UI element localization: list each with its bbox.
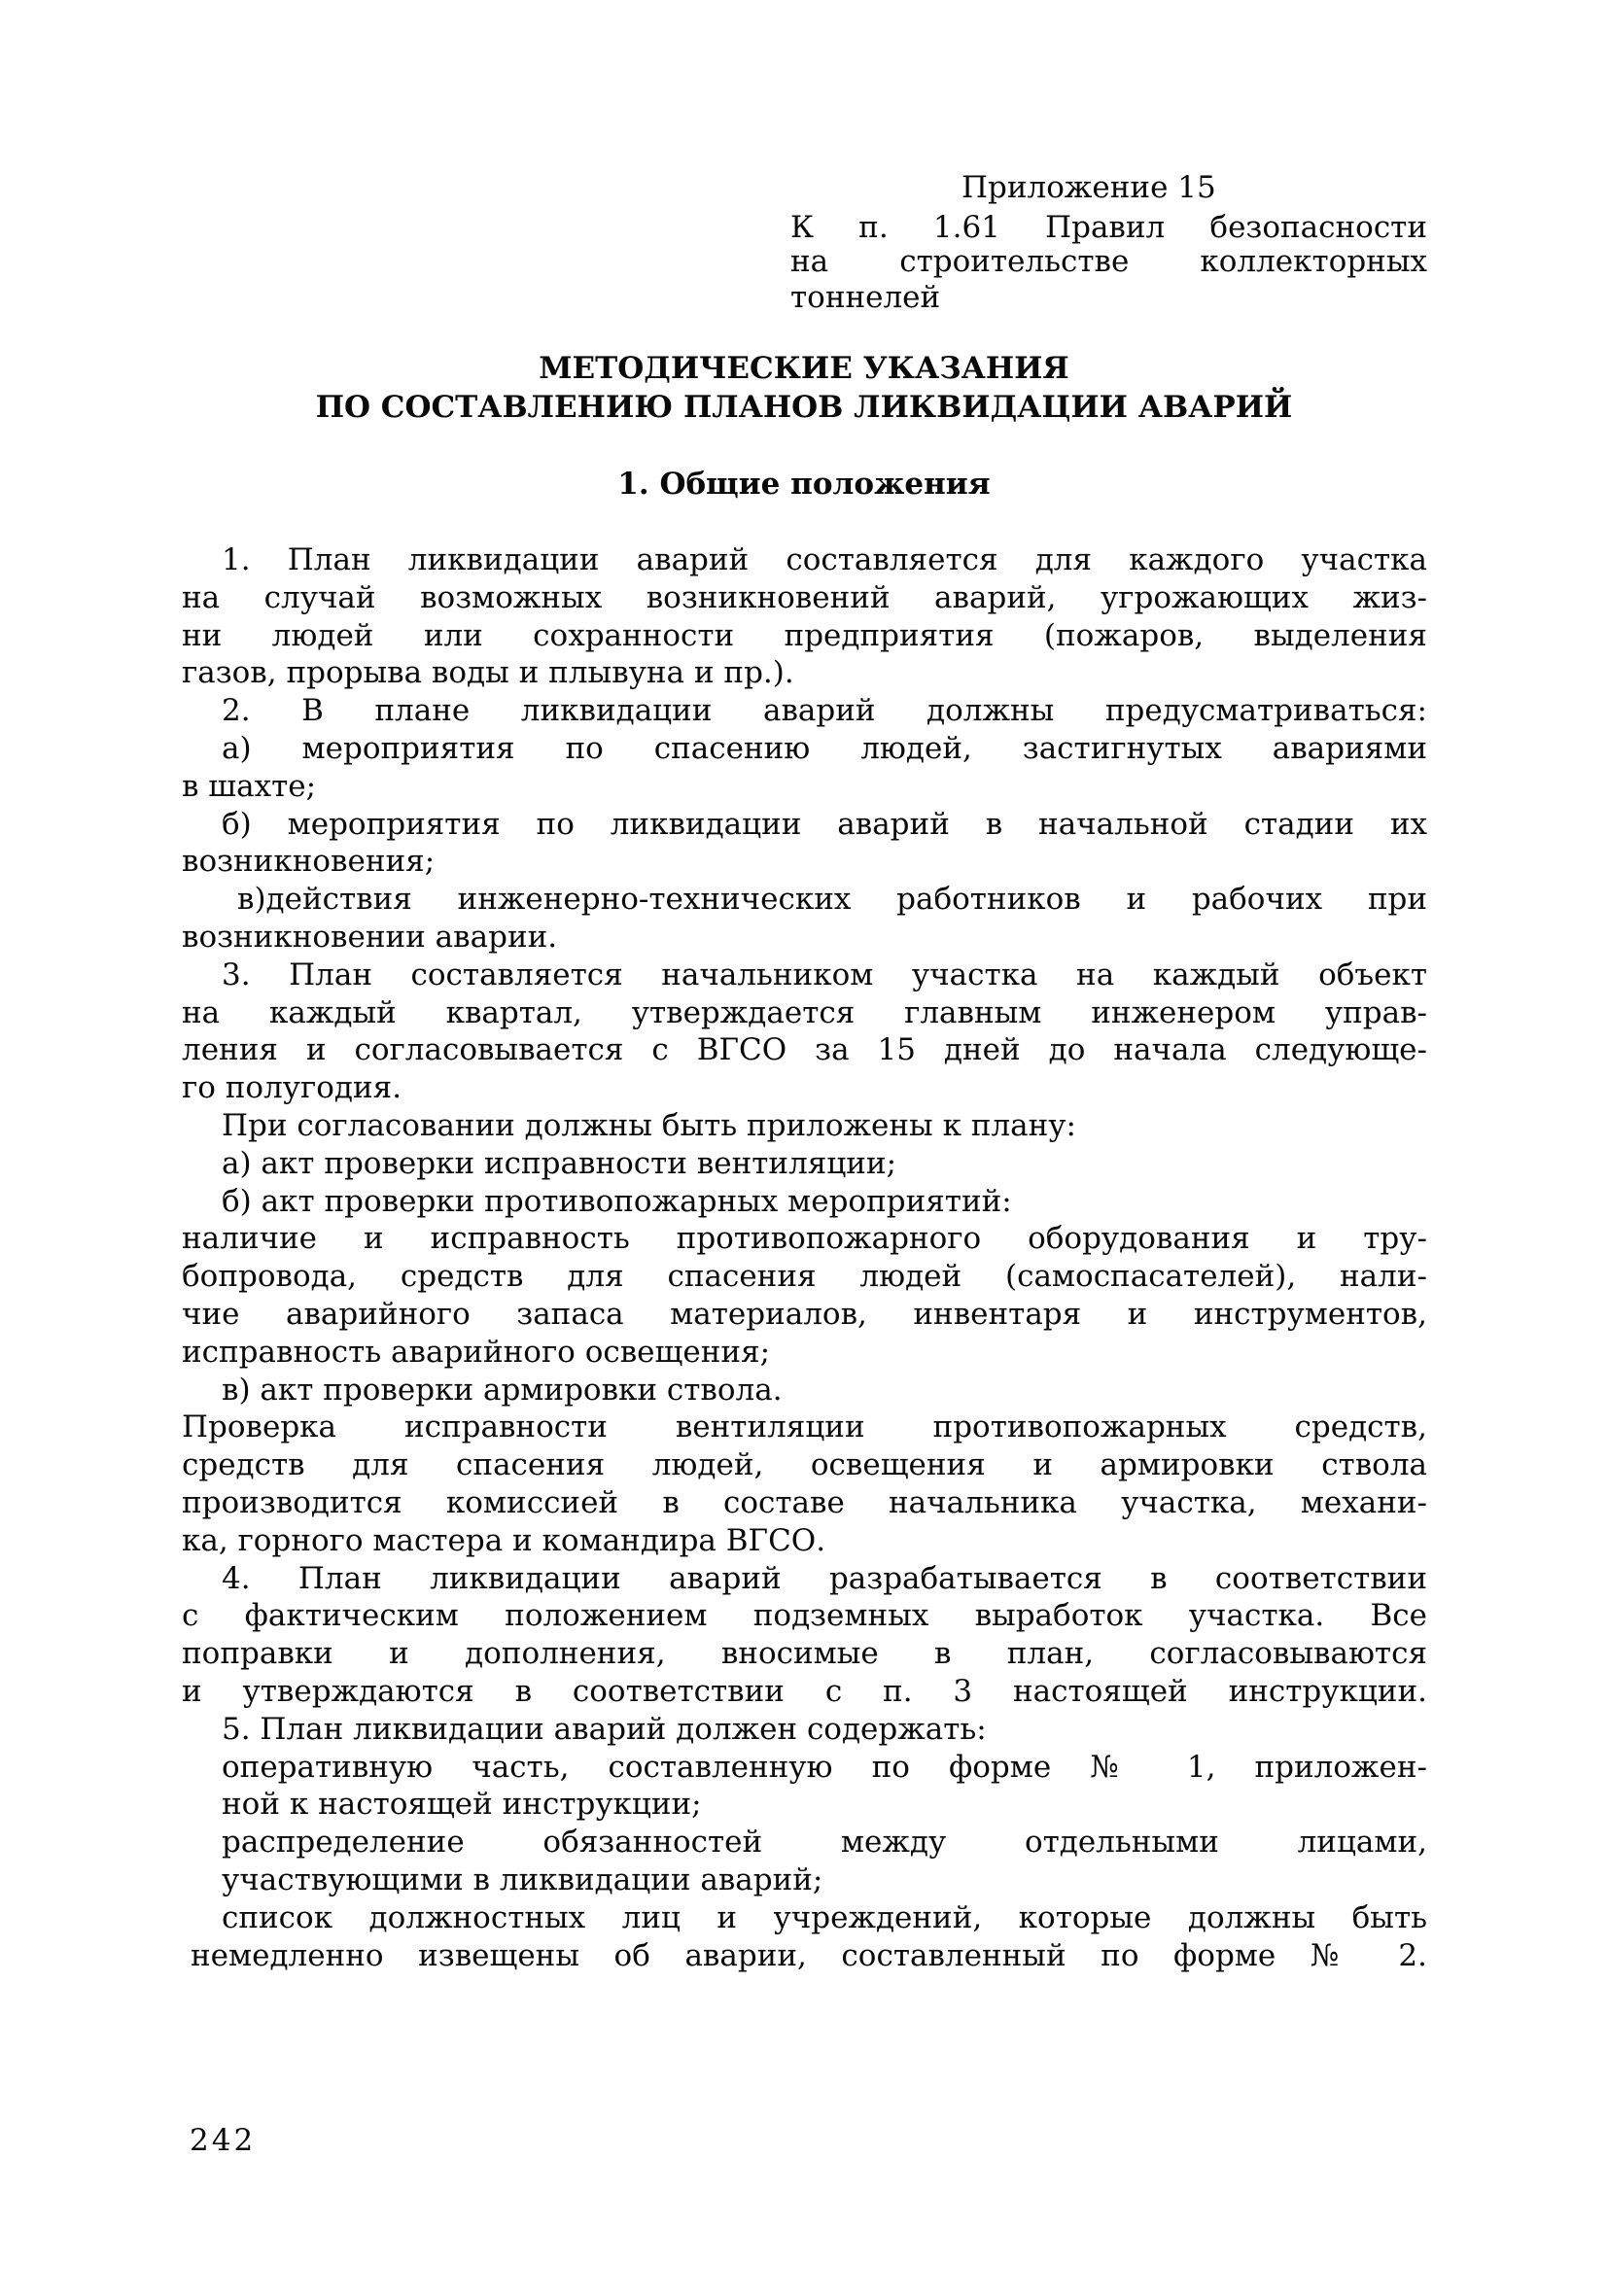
body-text-line: б) мероприятия по ликвидации аварий в начальной стадии их	[222, 806, 1427, 842]
body-text-line: а) акт проверки исправности вентиляции;	[222, 1145, 897, 1181]
body-text-line: на случай возможных возникновений аварий, угрожающих жиз-	[182, 579, 1427, 615]
body-text-line: го полугодия.	[182, 1070, 402, 1106]
body-text-line: возникновении аварии.	[182, 920, 558, 955]
body-text-line: в) акт проверки армировки ствола.	[222, 1372, 783, 1408]
body-text-line: в шахте;	[182, 768, 317, 804]
body-text-line: Проверка исправности вентиляции противопожарных средств,	[182, 1409, 1427, 1445]
body-text-line: а) мероприятия по спасению людей, застигнутых авариями	[222, 731, 1427, 766]
body-text-line: наличие и исправность противопожарного оборудования и тру-	[182, 1221, 1427, 1257]
body-text-line: чие аварийного запаса материалов, инвентаря и инструментов,	[182, 1297, 1427, 1332]
body-text-line: бопровода, средств для спасения людей (самоспасателей), нали-	[182, 1259, 1427, 1295]
appendix-reference-line: К п. 1.61 Правил безопасности	[790, 210, 1427, 245]
section-heading: 1. Общие положения	[617, 467, 991, 502]
body-text-line: 1. План ликвидации аварий составляется для каждого участка	[222, 542, 1427, 577]
body-text-line: ной к настоящей инструкции;	[222, 1787, 702, 1823]
body-text-line: газов, прорыва воды и плывуна и пр.).	[182, 655, 794, 691]
body-text-line: 4. План ликвидации аварий разрабатывается в соответствии	[222, 1560, 1427, 1596]
body-text-line: исправность аварийного освещения;	[182, 1334, 771, 1370]
body-text-line: участвующими в ликвидации аварий;	[222, 1862, 823, 1897]
appendix-number: Приложение 15	[961, 170, 1216, 205]
document-title-line-2: ПО СОСТАВЛЕНИЮ ПЛАНОВ ЛИКВИДАЦИИ АВАРИЙ	[315, 390, 1293, 425]
body-text-line: ка, горного мастера и командира ВГСО.	[182, 1522, 826, 1558]
page-number: 242	[190, 2123, 257, 2158]
body-text-line: на каждый квартал, утверждается главным инженером управ-	[182, 994, 1427, 1030]
body-text-line: 3. План составляется начальником участка на каждый объект	[222, 957, 1427, 992]
body-text-line: При согласовании должны быть приложены к плану:	[222, 1108, 1076, 1143]
document-title-line-1: МЕТОДИЧЕСКИЕ УКАЗАНИЯ	[539, 351, 1069, 386]
body-text-line: и утверждаются в соответствии с п. 3 настоящей инструкции.	[182, 1674, 1427, 1709]
body-text-line: возникновения;	[182, 844, 436, 880]
body-text-line: список должностных лиц и учреждений, которые должны быть	[222, 1899, 1427, 1935]
body-text-line: 2. В плане ликвидации аварий должны предусматриваться:	[222, 693, 1427, 729]
body-text-line: оперативную часть, составленную по форме № 1, приложен-	[222, 1749, 1427, 1785]
body-text-line: б) акт проверки противопожарных мероприятий:	[222, 1183, 1012, 1219]
body-text-line: в)действия инженерно-технических работников и рабочих при	[237, 882, 1427, 918]
body-text-line: ления и согласовывается с ВГСО за 15 дней до начала следующе-	[182, 1032, 1427, 1068]
body-text-line: поправки и дополнения, вносимые в план, согласовываются	[182, 1636, 1427, 1672]
body-text-line: ни людей или сохранности предприятия (пожаров, выделения	[182, 617, 1427, 653]
appendix-reference-line: тоннелей	[790, 280, 941, 315]
body-text-line: производится комиссией в составе начальника участка, механи-	[182, 1485, 1427, 1520]
body-text-line: с фактическим положением подземных выработок участка. Все	[182, 1598, 1427, 1634]
body-text-line: распределение обязанностей между отдельными лицами,	[222, 1825, 1427, 1861]
appendix-reference-line: на строительстве коллекторных	[790, 244, 1427, 279]
body-text-line: средств для спасения людей, освещения и армировки ствола	[182, 1447, 1427, 1483]
body-text-line: немедленно извещены об аварии, составленный по форме № 2.	[191, 1937, 1427, 1973]
body-text-line: 5. План ликвидации аварий должен содержать:	[222, 1711, 987, 1747]
